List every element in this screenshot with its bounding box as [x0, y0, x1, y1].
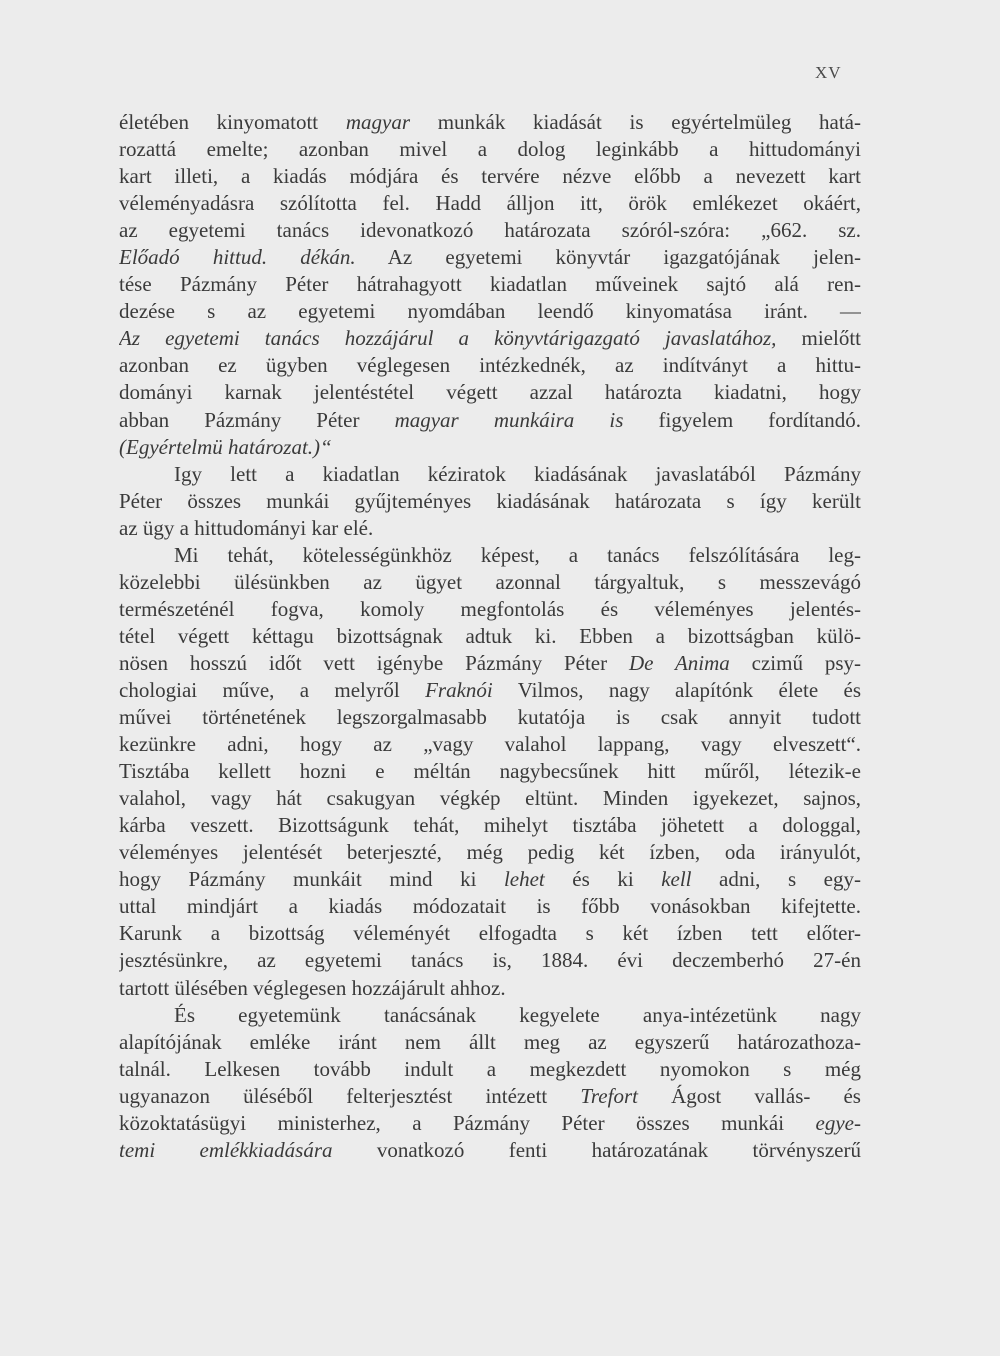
text-segment: Igy lett a kiadatlan kéziratok kiadásának javaslatából Pázmány — [174, 461, 861, 486]
text-segment: tétel végett kéttagu bizottságnak adtuk ki. Ebben a bizottságban külö- — [119, 623, 861, 648]
text-line — [119, 217, 861, 244]
text-line — [119, 650, 861, 677]
text-line — [119, 163, 861, 190]
text-line — [119, 325, 861, 352]
text-segment: Mi tehát, kötelességünkhöz képest, a tanács felszólítására leg- — [174, 542, 861, 567]
page-number: XV — [815, 63, 842, 82]
text-line — [119, 407, 861, 434]
italic-text: (Egyértelmü határozat.)“ — [119, 434, 332, 459]
text-line — [119, 488, 861, 515]
text-line — [119, 190, 861, 217]
text-segment: kart illeti, a kiadás módjára és tervére nézve előbb a nevezett kart — [119, 164, 861, 189]
text-segment: czimű psy- — [729, 650, 861, 675]
text-line — [119, 352, 861, 379]
text-segment: ugyanazon üléséből felterjesztést intézett — [119, 1083, 581, 1108]
text-line — [119, 569, 861, 596]
text-line — [119, 1137, 861, 1164]
text-line — [119, 1083, 861, 1110]
text-line — [119, 1056, 861, 1083]
text-segment: Ágost vallás- és — [637, 1083, 861, 1108]
text-segment: mielőtt — [776, 326, 861, 351]
text-line — [119, 893, 861, 920]
text-segment: uttal mindjárt a kiadás módozatait is főbb vonásokban kifejtette. — [119, 894, 861, 919]
italic-text: Az egyetemi tanács hozzájárul a könyvtárigazgató javaslatához, — [119, 326, 777, 351]
text-line — [119, 515, 861, 542]
text-line — [119, 677, 861, 704]
text-segment: adni, s egy- — [691, 867, 861, 892]
text-segment: tése Pázmány Péter hátrahagyott kiadatlan műveinek sajtó alá ren- — [119, 272, 861, 297]
italic-text: lehet — [503, 867, 545, 892]
text-segment: hogy Pázmány munkáit mind ki — [119, 867, 504, 892]
text-segment: jesztésünkre, az egyetemi tanács is, 1884. évi deczemberhó 27-én — [119, 948, 861, 973]
text-line — [119, 596, 861, 623]
text-segment: közelebbi ülésünkben az ügyet azonnal tárgyaltuk, s messzevágó — [119, 569, 861, 594]
text-line — [119, 1002, 861, 1029]
italic-text: kell — [661, 867, 692, 892]
text-line — [119, 109, 861, 136]
text-segment: Karunk a bizottság véleményét elfogadta s két ízben tett előter- — [119, 921, 861, 946]
text-line — [119, 920, 861, 947]
italic-text: magyar — [345, 110, 410, 134]
text-line — [119, 947, 861, 974]
text-segment: életében kinyomatott — [119, 110, 346, 134]
text-segment: természeténél fogva, komoly megfontolás és véleményes jelentés- — [119, 596, 861, 621]
text-segment: És egyetemünk tanácsának kegyelete anya-intézetünk nagy — [174, 1002, 861, 1027]
text-line — [119, 623, 861, 650]
italic-text: egye- — [815, 1110, 861, 1135]
text-line — [119, 1029, 861, 1056]
text-segment: munkák kiadását is egyértelmüleg hatá- — [410, 110, 861, 134]
italic-text: Fraknói — [425, 677, 493, 702]
text-line — [119, 542, 861, 569]
text-segment: vonatkozó fenti határozatának törvényszerű — [332, 1137, 861, 1162]
text-line — [119, 136, 861, 163]
text-segment: azonban ez ügyben véglegesen intézkednék, az indítványt a hittu- — [119, 353, 861, 378]
text-segment: művei történetének legszorgalmasabb kutatója is csak annyit tudott — [119, 705, 861, 730]
text-segment: alapítójának emléke iránt nem állt meg az egyszerű határozathoza- — [119, 1029, 861, 1054]
text-line — [119, 244, 861, 271]
text-line — [119, 866, 861, 893]
text-line — [119, 461, 861, 488]
text-segment: Tisztába kellett hozni e méltán nagybecsűnek hitt műről, létezik-e — [119, 759, 861, 784]
text-segment: rozattá emelte; azonban mivel a dolog leginkább a hittudományi — [119, 137, 861, 162]
text-line — [119, 271, 861, 298]
text-segment: kezünkre adni, hogy az „vagy valahol lappang, vagy elveszett“. — [119, 732, 861, 757]
italic-text: Trefort — [580, 1083, 638, 1108]
text-segment: chologiai műve, a melyről — [119, 677, 426, 702]
text-segment: Vilmos, nagy alapítónk élete és — [492, 677, 861, 702]
text-segment: az ügy a hittudományi kar elé. — [119, 515, 374, 540]
text-segment: közoktatásügyi ministerhez, a Pázmány Péter összes munkái — [119, 1110, 816, 1135]
text-line — [119, 731, 861, 758]
italic-text: De Anima — [628, 650, 730, 675]
italic-text: Előadó hittud. dékán. — [119, 245, 356, 270]
text-line — [119, 298, 861, 325]
text-segment: kárba veszett. Bizottságunk tehát, mihelyt tisztába jöhetett a dologgal, — [119, 813, 861, 838]
text-segment: Péter összes munkái gyűjteményes kiadásának határozata s így került — [119, 488, 861, 513]
text-segment: az egyetemi tanács idevonatkozó határozata szóról-szóra: „662. sz. — [119, 218, 861, 243]
text-segment: és ki — [544, 867, 662, 892]
italic-text: magyar munkáira is — [394, 407, 624, 432]
text-segment: véleményadásra szólította fel. Hadd álljon itt, örök emlékezet okáért, — [119, 191, 861, 216]
italic-text: temi emlékkiadására — [119, 1137, 333, 1162]
text-line — [119, 785, 861, 812]
text-line — [119, 434, 861, 461]
text-line — [119, 704, 861, 731]
text-line — [119, 975, 861, 1002]
text-segment: véleményes jelentését beterjeszté, még pedig két ízben, oda irányulót, — [119, 840, 861, 865]
text-line — [119, 758, 861, 785]
text-segment: dezése s az egyetemi nyomdában leendő kinyomatása iránt. — — [119, 299, 861, 324]
text-segment: talnál. Lelkesen tovább indult a megkezdett nyomokon s még — [119, 1056, 861, 1081]
text-segment: valahol, vagy hát csakugyan végkép eltünt. Minden igyekezet, sajnos, — [119, 786, 861, 811]
text-segment: abban Pázmány Péter — [119, 407, 395, 432]
text-line — [119, 379, 861, 406]
text-line — [119, 839, 861, 866]
text-line — [119, 1110, 861, 1137]
text-segment: dományi karnak jelentéstétel végett azzal határozta kiadatni, hogy — [119, 380, 861, 405]
text-segment: nösen hosszú időt vett igénybe Pázmány Péter — [119, 650, 629, 675]
text-segment: tartott ülésében véglegesen hozzájárult ahhoz. — [119, 975, 506, 1000]
text-segment: Az egyetemi könyvtár igazgatójának jelen- — [355, 245, 861, 270]
text-segment: figyelem fordítandó. — [623, 407, 861, 432]
body-text — [119, 109, 861, 1164]
text-line — [119, 812, 861, 839]
